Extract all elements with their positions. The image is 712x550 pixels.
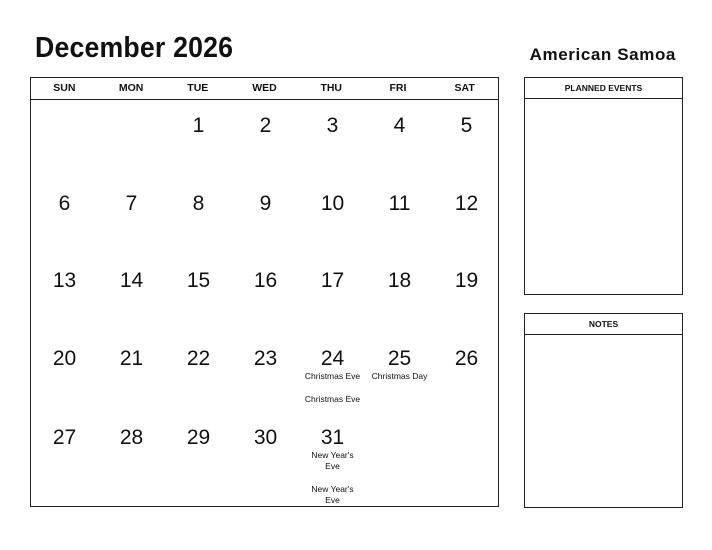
day-number: 19 [454, 269, 479, 292]
day-cell [165, 99, 232, 137]
day-cell [299, 411, 366, 506]
notes-heading: NOTES [525, 314, 682, 335]
day-cell [31, 332, 98, 370]
day-cell [98, 177, 165, 215]
day-number: 3 [326, 114, 339, 137]
day-number: 10 [320, 192, 345, 215]
day-cell [433, 332, 500, 370]
day-cell [232, 177, 299, 215]
day-cell [299, 332, 366, 405]
calendar-grid [30, 77, 499, 507]
day-cell [98, 332, 165, 370]
day-cell [433, 254, 500, 292]
holiday-label: Christmas Day [371, 371, 428, 381]
page-title: December 2026 [35, 32, 234, 64]
day-cell [165, 332, 232, 370]
day-cell [165, 177, 232, 215]
day-number: 6 [58, 192, 71, 215]
day-number: 11 [388, 192, 411, 215]
day-cell [299, 99, 366, 137]
weekday-wed: WED [252, 82, 277, 94]
day-cell [31, 177, 98, 215]
region-label: American Samoa [529, 45, 676, 64]
day-cell [366, 254, 433, 292]
day-cell [366, 177, 433, 215]
day-number: 31 [320, 426, 345, 449]
day-cell [366, 332, 433, 382]
planned-events-heading: PLANNED EVENTS [525, 78, 682, 99]
day-number: 28 [119, 426, 144, 449]
day-number: 17 [320, 269, 345, 292]
day-number: 29 [186, 426, 211, 449]
day-number: 4 [393, 114, 406, 137]
days-grid [31, 99, 498, 507]
day-cell [232, 99, 299, 137]
day-cell [299, 254, 366, 292]
day-cell [31, 99, 98, 115]
day-cell [299, 177, 366, 215]
weekday-mon: MON [118, 82, 144, 94]
day-number: 18 [387, 269, 412, 292]
day-number: 20 [52, 347, 77, 370]
day-cell [433, 411, 500, 427]
day-number: 23 [253, 347, 278, 370]
day-number: 1 [192, 114, 205, 137]
day-number: 13 [52, 269, 77, 292]
holiday-label: Christmas Eve [304, 394, 361, 404]
day-cell [232, 411, 299, 449]
day-cell [433, 177, 500, 215]
day-cell [98, 99, 165, 115]
day-cell [31, 254, 98, 292]
day-number: 15 [186, 269, 211, 292]
holiday-label: Christmas Eve [304, 371, 361, 381]
weekday-sat: SAT [454, 82, 475, 94]
day-cell [232, 332, 299, 370]
day-number: 8 [192, 192, 205, 215]
weekday-fri: FRI [389, 82, 407, 94]
day-number: 27 [52, 426, 77, 449]
day-number: 22 [186, 347, 211, 370]
notes-panel [524, 313, 683, 508]
day-number: 21 [119, 347, 144, 370]
day-cell [98, 411, 165, 449]
day-cell [165, 411, 232, 449]
day-cell [31, 411, 98, 449]
day-cell [433, 99, 500, 137]
day-number: 30 [253, 426, 278, 449]
day-number: 7 [125, 192, 138, 215]
day-cell [165, 254, 232, 292]
weekday-header [31, 78, 498, 100]
day-number: 16 [253, 269, 278, 292]
day-number: 14 [119, 269, 144, 292]
day-cell [232, 254, 299, 292]
day-number: 26 [454, 347, 479, 370]
holiday-label: New Year's Eve [311, 450, 354, 471]
day-cell [366, 411, 433, 427]
planned-events-panel [524, 77, 683, 295]
day-number: 12 [454, 192, 479, 215]
day-number: 2 [259, 114, 272, 137]
day-number: 24 [320, 347, 345, 370]
day-cell [98, 254, 165, 292]
day-cell [366, 99, 433, 137]
weekday-thu: THU [320, 82, 343, 94]
day-number: 25 [387, 347, 412, 370]
day-number: 9 [259, 192, 272, 215]
weekday-sun: SUN [53, 82, 76, 94]
day-number: 5 [460, 114, 473, 137]
weekday-tue: TUE [187, 82, 209, 94]
holiday-label: New Year's Eve [311, 484, 354, 505]
